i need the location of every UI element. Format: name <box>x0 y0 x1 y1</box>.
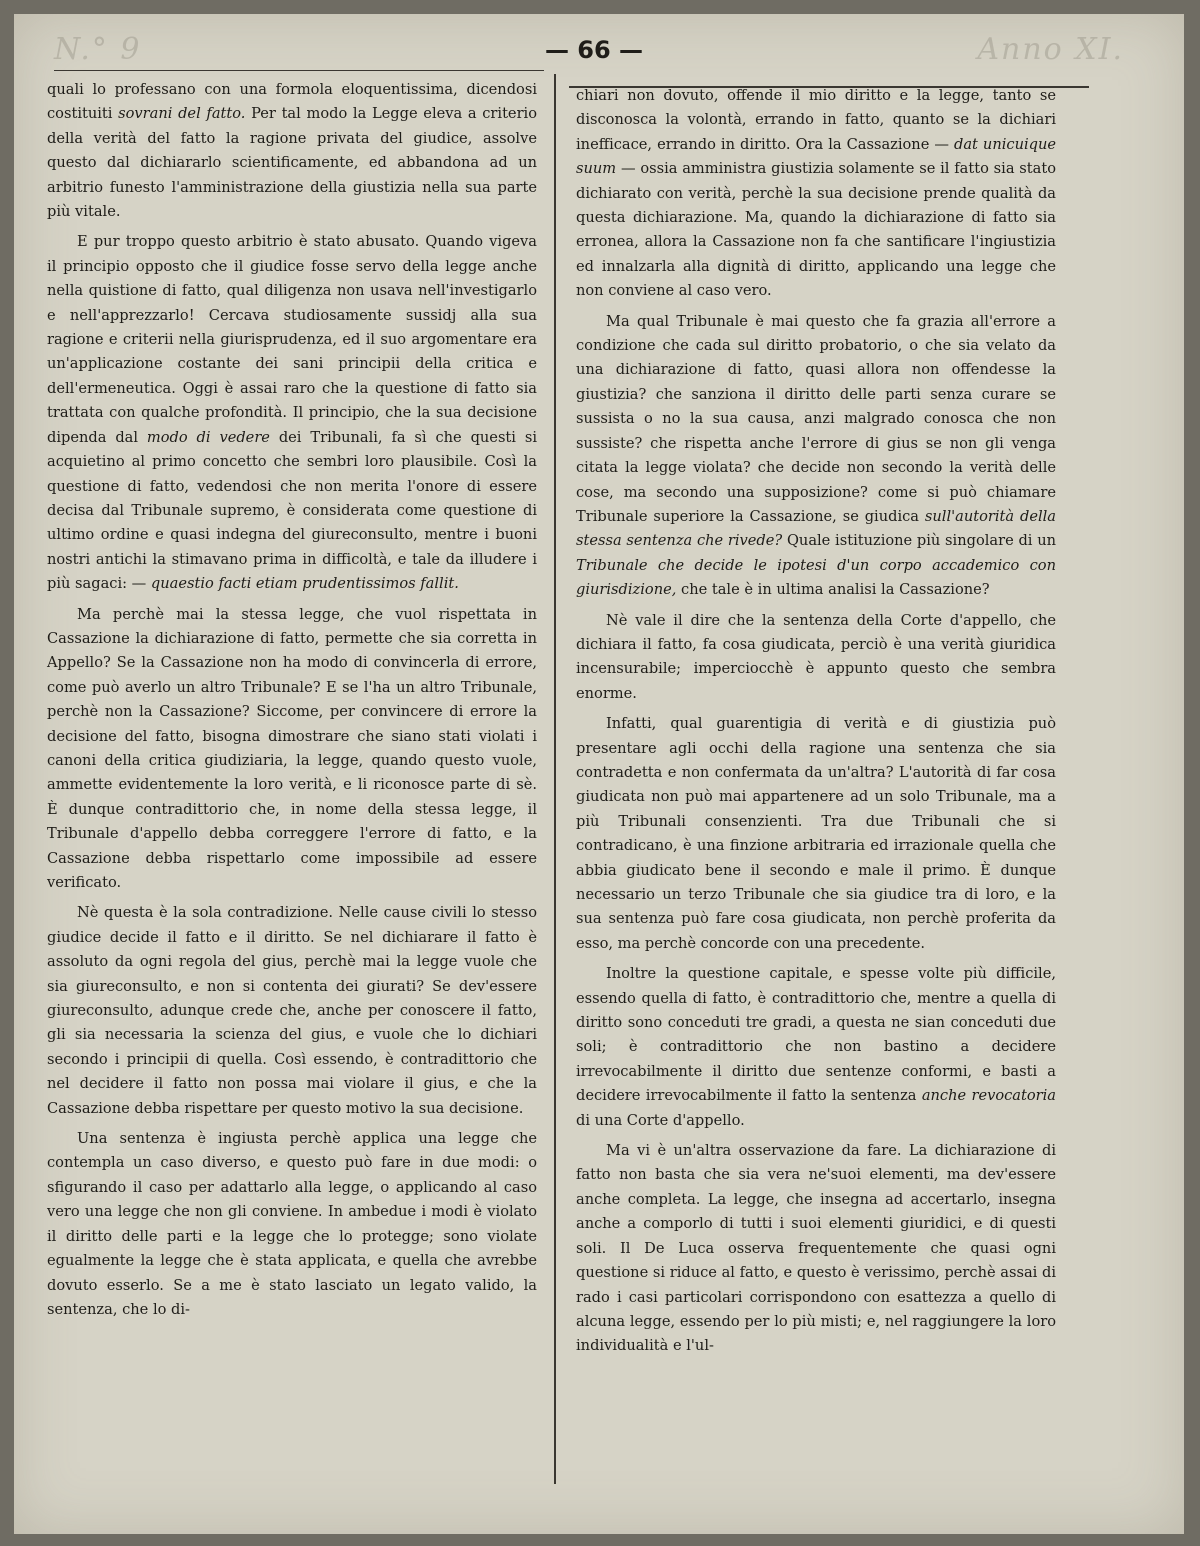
paragraph: Ma perchè mai la stessa legge, che vuol rispettata in Cassazione la dichiarazione di fatto, permette che sia corretta in Appello? Se la Cassazione non ha modo di convincerla di errore, come può averlo un altro Tribunale? E se l'ha un altro Tribunale, perchè non la Cassazione? Siccome, per convincere di errore la decisione del fatto, bisogna dimostrare che siano stati violati i canoni della critica giudiziaria, la legge, quando questo vuole, ammette evidentemente la loro verità, e li riconosce parte di sè. È dunque contradittorio che, in nome della stessa legge, il Tribunale d'appello debba correggere l'errore di fatto, e la Cassazione debba rispettarlo come impossibile ad essere verificato. <box>47 605 537 891</box>
header-rule-left <box>54 70 544 71</box>
page-number: — 66 — <box>544 36 644 64</box>
mirrored-header-right: Anno XI. <box>977 32 1124 67</box>
paragraph: E pur troppo questo arbitrio è stato abusato. Quando vigeva il principio opposto che il giudice fosse servo della legge anche nella quistione di fatto, qual diligenza non usava nell'investigarlo e nell'apprezzarlo! Cercava studiosamente sussidj alla sua ragione e criterii nella giurisprudenza, ed il suo argomentare era un'applicazione costante dei sani principii della critica e dell'ermeneutica. Oggi è assai raro che la questione di fatto sia trattata con qualche profondità. Il principio, che la sua decisione dipenda dal modo di vedere dei Tribunali, fa sì che questi si acquietino al primo concetto che sembri loro plausibile. Così la questione di fatto, vedendosi che non merita l'onore di essere decisa dal Tribunale supremo, è considerata come questione di ultimo ordine e quasi indegna del giureconsulto, mentre i buoni nostri antichi la stimavano prima in difficoltà, e tale da illudere i più sagaci: — quaestio facti etiam prudentissimos fallit. <box>47 233 538 593</box>
newspaper-page <box>14 14 1184 1534</box>
paragraph: Inoltre la questione capitale, e spesse volte più difficile, essendo quella di fatto, è contradittorio che, mentre a quella di diritto sono conceduti tre gradi, a questa ne sian conceduti due soli; è contradittorio che non bastino a decidere irrevocabilmente il diritto due sentenze conformi, e basti a decidere irrevocabilmente il fatto la sentenza anche revocatoria di una Corte d'appello. <box>576 965 1056 1129</box>
mirrored-header-left: N.° 9 <box>54 32 142 67</box>
right-column <box>576 84 1056 1365</box>
paragraph: Infatti, qual guarentigia di verità e di giustizia può presentare agli occhi della ragione una sentenza che sia contradetta e non confermata da un'altra? L'autorità di far cosa giudicata non può mai appartenere ad un solo Tribunale, ma a più Tribunali consenzienti. Tra due Tribunali che si contradicano, è una finzione arbitraria ed irrazionale quella che abbia giudicato bene il secondo e male il primo. È dunque necessario un terzo Tribunale che sia giudice tra di loro, e la sua sentenza può fare cosa giudicata, non perchè proferita da esso, ma perchè concorde con una precedente. <box>576 715 1056 952</box>
paragraph: Una sentenza è ingiusta perchè applica una legge che contempla un caso diverso, e questo può fare in due modi: o sfigurando il caso per adattarlo alla legge, o applicando al caso vero una legge che non gli conviene. In ambedue i modi è violato il diritto delle parti e la legge che lo protegge; sono violate egualmente la legge che è stata applicata, e quella che avrebbe dovuto esserlo. Se a me è stato lasciato un legato valido, la sentenza, che lo di- <box>47 1130 537 1318</box>
paragraph: chiari non dovuto, offende il mio diritto e la legge, tanto se disconosca la volontà, errando in fatto, quanto se la dichiari inefficace, errando in diritto. Ora la Cassazione — dat unicuique suum — ossia amministra giustizia solamente se il fatto sia stato dichiarato con verità, perchè la sua decisione prende qualità da questa dichiarazione. Ma, quando la dichiarazione di fatto sia erronea, allora la Cassazione non fa che santificare l'ingiustizia ed innalzarla alla dignità di diritto, applicando una legge che non conviene al caso vero. <box>576 87 1057 300</box>
paragraph: Ma vi è un'altra osservazione da fare. La dichiarazione di fatto non basta che sia vera ne'suoi elementi, ma dev'essere anche completa. La legge, che insegna ad accertarlo, insegna anche a comporlo di tutti i suoi elementi giuridici, e di questi soli. Il De Luca osserva frequentemente che quasi ogni questione si riduce al fatto, e questo è verissimo, perchè assai di rado i casi particolari corrispondono con esattezza a quello di alcuna legge, essendo per lo più misti; e, nel raggiungere la loro individualità e l'ul- <box>576 1142 1056 1355</box>
paragraph: quali lo professano con una formola eloquentissima, dicendosi costituiti sovrani del fatto. Per tal modo la Legge eleva a criterio della verità del fatto la ragione privata del giudice, assolve questo dal dichiararlo scientificamente, ed abbandona ad un arbitrio funesto l'amministrazione della giustizia nella sua parte più vitale. <box>47 81 538 221</box>
paragraph: Ma qual Tribunale è mai questo che fa grazia all'errore a condizione che cada sul diritto probatorio, o che sia velato da una dichiarazione di fatto, quasi allora non offendesse la giustizia? che sanziona il diritto delle parti senza curare se sussista o no la sua causa, anzi malgrado conosca che non sussiste? che rispetta anche l'errore di gius se non gli venga citata la legge violata? che decide non secondo la verità delle cose, ma secondo una supposizione? come si può chiamare Tribunale superiore la Cassazione, se giudica sull'autorità della stessa sentenza che rivede? Quale istituzione più singolare di un Tribunale che decide le ipotesi d'un corpo accademico con giurisdizione, che tale è in ultima analisi la Cassazione? <box>576 312 1056 599</box>
paragraph: Nè questa è la sola contradizione. Nelle cause civili lo stesso giudice decide il fatto e il diritto. Se nel dichiarare il fatto è assoluto da ogni regola del gius, perchè mai la legge vuole che sia giureconsulto, e non si contenta dei giurati? Se dev'essere giureconsulto, adunque crede che, anche per conoscere il fatto, gli sia necessaria la scienza del gius, e vuole che lo dichiari secondo i principii di quella. Così essendo, è contradittorio che nel decidere il fatto non possa mai violare il gius, e che la Cassazione debba rispettare per questo motivo la sua decisione. <box>47 904 537 1117</box>
column-divider <box>554 74 556 1484</box>
left-column <box>47 78 537 1328</box>
paragraph: Nè vale il dire che la sentenza della Corte d'appello, che dichiara il fatto, fa cosa giudicata, perciò è una verità giuridica incensurabile; imperciocchè è appunto questo che sembra enorme. <box>576 611 1056 702</box>
